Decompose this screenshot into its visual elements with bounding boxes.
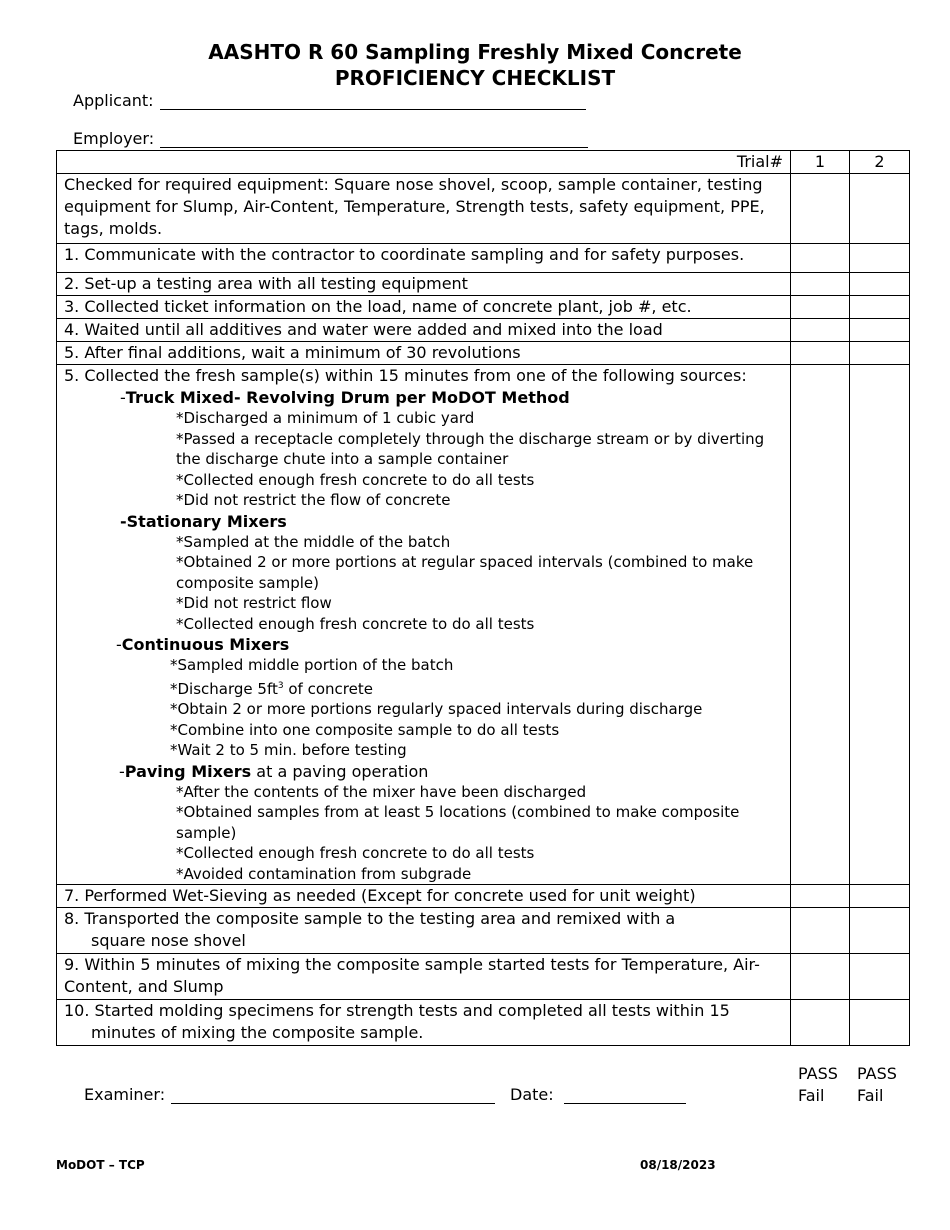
trial-1-result — [798, 1063, 838, 1107]
stationary-item: *Obtained 2 or more portions at regular spaced intervals (combined to make composite sample) — [176, 553, 754, 592]
step-7-text: 7. Performed Wet-Sieving as needed (Except for concrete used for unit weight) — [57, 885, 791, 908]
equipment-check-text: Checked for required equipment: Square nose shovel, scoop, sample container, testing equipment for Slump, Air-Content, Temperature, Strength tests, safety equipment, PPE, tags, molds. — [57, 174, 791, 244]
table-row — [57, 1000, 910, 1046]
table-header-row — [57, 151, 910, 174]
table-row — [57, 273, 910, 296]
table-row — [57, 319, 910, 342]
trial-1-cell[interactable] — [791, 1000, 850, 1046]
paving-item: *Obtained samples from at least 5 locations (combined to make composite sample) — [176, 803, 740, 842]
trial-2-cell[interactable] — [850, 908, 910, 954]
trial-1-cell[interactable] — [791, 174, 850, 244]
trial-2-cell[interactable] — [850, 174, 910, 244]
continuous-item: *Wait 2 to 5 min. before testing — [170, 741, 407, 759]
applicant-line[interactable] — [160, 95, 586, 110]
page-subtitle: PROFICIENCY CHECKLIST — [334, 66, 616, 90]
applicant-field — [73, 91, 586, 110]
examiner-field — [84, 1085, 495, 1104]
trial-2-cell[interactable] — [850, 296, 910, 319]
paving-mixers-heading: -Paving Mixers at a paving operation — [119, 761, 429, 781]
step-5a-text: 5. After final additions, wait a minimum of 30 revolutions — [57, 342, 791, 365]
continuous-item: *Combine into one composite sample to do all tests — [170, 720, 560, 739]
trial-2-cell[interactable] — [850, 342, 910, 365]
examiner-label: Examiner: — [84, 1085, 166, 1104]
step-5b-intro: 5. Collected the fresh sample(s) within 15 minutes from one of the following sources: — [64, 366, 747, 385]
table-row — [57, 365, 910, 885]
table-row — [57, 342, 910, 365]
employer-field — [73, 129, 588, 148]
truck-item: *Passed a receptacle completely through the discharge stream or by diverting the discharge chute into a sample container — [176, 429, 765, 468]
trial-2-cell[interactable] — [850, 885, 910, 908]
trial-1-cell[interactable] — [791, 319, 850, 342]
table-row — [57, 244, 910, 273]
trial-1-cell[interactable] — [791, 954, 850, 1000]
trial-2-cell[interactable] — [850, 1000, 910, 1046]
step-1-text: 1. Communicate with the contractor to coordinate sampling and for safety purposes. — [57, 244, 791, 273]
date-field — [510, 1085, 686, 1104]
table-row — [57, 885, 910, 908]
paving-item: *Collected enough fresh concrete to do all tests — [176, 844, 535, 862]
continuous-item-discharge: *Discharge $5ft^3$ of concrete — [170, 679, 373, 698]
truck-item: *Did not restrict the flow of concrete — [176, 491, 451, 509]
trial-1-cell[interactable] — [791, 885, 850, 908]
continuous-item: *Obtain 2 or more portions regularly spaced intervals during discharge — [170, 700, 703, 718]
pass-label[interactable]: PASS — [857, 1064, 897, 1083]
truck-item: *Collected enough fresh concrete to do all tests — [176, 470, 535, 489]
table-row — [57, 908, 910, 954]
trial-1-cell[interactable] — [791, 908, 850, 954]
trial-col-2: 2 — [850, 151, 910, 174]
trial-label: Trial# — [57, 151, 791, 174]
step-3-text: 3. Collected ticket information on the load, name of concrete plant, job #, etc. — [57, 296, 791, 319]
trial-2-cell[interactable] — [850, 273, 910, 296]
table-row — [57, 296, 910, 319]
step-10-cell: 10. Started molding specimens for strength tests and completed all tests within 15 minutes of mixing the composite sample. — [57, 1000, 791, 1046]
truck-mixed-heading: -Truck Mixed- Revolving Drum per MoDOT Method — [120, 388, 570, 407]
trial-1-cell[interactable] — [791, 244, 850, 273]
stationary-item: *Did not restrict flow — [176, 594, 332, 612]
stationary-item: *Sampled at the middle of the batch — [176, 532, 451, 551]
table-row — [57, 954, 910, 1000]
examiner-line[interactable] — [171, 1089, 495, 1104]
stationary-item: *Collected enough fresh concrete to do all tests — [176, 614, 535, 633]
trial-1-cell[interactable] — [791, 273, 850, 296]
footer-org: MoDOT – TCP — [56, 1158, 145, 1172]
trial-2-cell[interactable] — [850, 244, 910, 273]
trial-1-cell[interactable] — [791, 365, 850, 885]
page-title: AASHTO R 60 Sampling Freshly Mixed Concrete — [208, 40, 742, 64]
stationary-mixers-heading: -Stationary Mixers — [120, 511, 287, 531]
trial-2-result — [857, 1063, 897, 1107]
table-row — [57, 174, 910, 244]
trial-2-cell[interactable] — [850, 319, 910, 342]
continuous-mixers-heading: -Continuous Mixers — [116, 635, 290, 654]
footer-date: 08/18/2023 — [640, 1158, 716, 1172]
step-2-text: 2. Set-up a testing area with all testing equipment — [57, 273, 791, 296]
step-9-text: 9. Within 5 minutes of mixing the composite sample started tests for Temperature, Air-Content, and Slump — [57, 954, 791, 1000]
trial-col-1: 1 — [791, 151, 850, 174]
date-line[interactable] — [564, 1089, 686, 1104]
continuous-item: *Sampled middle portion of the batch — [170, 656, 454, 674]
fail-label[interactable]: Fail — [798, 1086, 825, 1105]
employer-label: Employer: — [73, 129, 155, 148]
trial-2-cell[interactable] — [850, 365, 910, 885]
step-8-cell: 8. Transported the composite sample to the testing area and remixed with a square nose shovel — [57, 908, 791, 954]
pass-label[interactable]: PASS — [798, 1064, 838, 1083]
paving-item: *Avoided contamination from subgrade — [176, 864, 472, 883]
trial-1-cell[interactable] — [791, 296, 850, 319]
fail-label[interactable]: Fail — [857, 1086, 884, 1105]
date-label: Date: — [510, 1085, 554, 1104]
employer-line[interactable] — [160, 133, 588, 148]
truck-item: *Discharged a minimum of 1 cubic yard — [176, 409, 475, 427]
trial-2-cell[interactable] — [850, 954, 910, 1000]
trial-1-cell[interactable] — [791, 342, 850, 365]
paving-item: *After the contents of the mixer have been discharged — [176, 782, 587, 801]
checklist-table — [56, 150, 910, 1046]
step-4-text: 4. Waited until all additives and water were added and mixed into the load — [57, 319, 791, 342]
applicant-label: Applicant: — [73, 91, 154, 110]
step-5b-cell — [57, 365, 791, 885]
